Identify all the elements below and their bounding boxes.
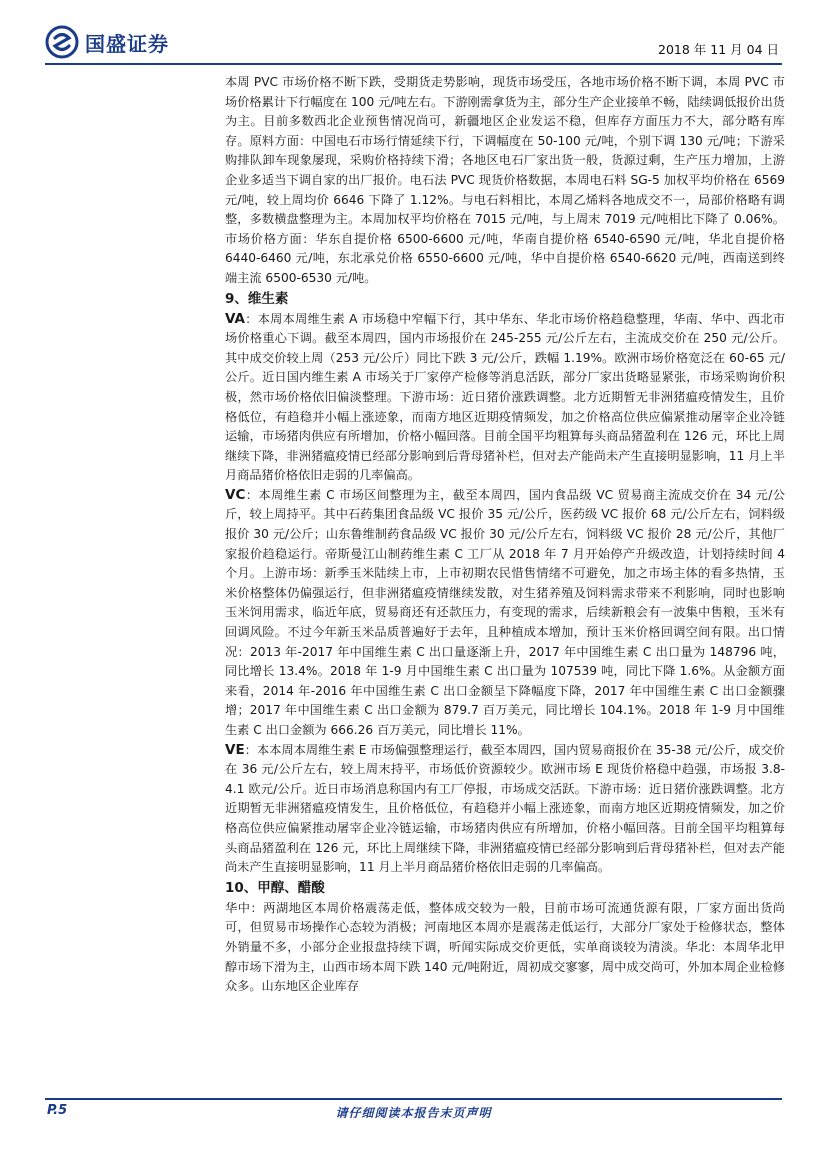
page-number: P.5: [47, 1103, 68, 1118]
section-10-title: 10、甲醇、醋酸: [225, 879, 325, 896]
va-paragraph: [225, 310, 785, 486]
pvc-paragraph: 本周 PVC 市场价格不断下跌，受期货走势影响，现货市场受压，各地市场价格不断下调，本周 PVC 市场价格累计下行幅度在 100 元/吨左右。下游刚需拿货为主，部分生产企业接单不畅，陆续调低报价出货为主。目前多数西北企业预售情况尚可，新疆地区企业发运不稳，但库存方面压力不大，部分略有库存。原料方面：中国电石市场行情延续下行，下调幅度在 50-100 元/吨，个别下调 130 元/吨；下游采购排队卸车现象屡现，采购价格持续下滑；各地区电石厂家出货一般，货源过剩，生产压力增加，上游企业多适当下调自家的出厂报价。电石法 PVC 现货价格数据，本周电石料 SG-5 加权平均价格在 6569 元/吨，较上周均价 6646 下降了 1.12%。与电石料相比，本周乙烯料各地成交不一，局部价格略有调整，多数横盘整理为主。本周加权平均价格在 7015 元/吨，与上周末 7019 元/吨相比下降了 0.06%。市场价格方面：华东自提价格 6500-6600 元/吨，华南自提价格 6540-6590 元/吨，华北自提价格 6440-6460 元/吨，东北承兑价格 6550-6600 元/吨，华中自提价格 6540-6620 元/吨，西南送到终端主流 6500-6530 元/吨。: [225, 75, 785, 285]
header-divider: [45, 63, 782, 65]
company-logo: [45, 25, 169, 59]
methanol-paragraph: 华中：两湖地区本周价格震荡走低，整体成交较为一般，目前市场可流通货源有限，厂家方面出货尚可，但贸易市场操作心态较为消极；河南地区本周亦是震荡走低运行，大部分厂家处于检修状态，整体外销量不多，小部分企业报盘持续下调，听闻实际成交价更低，实单商谈较为清淡。华北：本周华北甲醇市场下滑为主，山西市场本周下跌 140 元/吨附近，周初成交寥寥，周中成交尚可，外加本周企业检修众多。山东地区企业库存: [225, 900, 785, 994]
company-name: 国盛证券: [85, 31, 169, 56]
footer-disclaimer: 请仔细阅读本报告末页声明: [335, 1106, 492, 1120]
report-body: [225, 73, 785, 997]
report-date: 2018 年 11 月 04 日: [658, 42, 779, 57]
ve-text: ：本本周本周维生素 E 市场偏强整理运行，截至本周四，国内贸易商报价在 35-38 元/公斤，成交价在 36 元/公斤左右，较上周末持平，市场低价资源较少。欧洲市场 E 现货价格稳中趋强，市场报 3.8-4.1 欧元/公斤。近日市场消息称国内有工厂停报，市场成交活跃。下游市场：近日猪价涨跌调整。北方近期暂无非洲猪瘟疫情发生，且价格低位，有趋稳并小幅上涨迹象，而南方地区近期疫情频发，加之价格高位供应偏紧推动屠宰企业冷链运输，市场猪肉供应有所增加，价格小幅回落。目前全国平均粗算每头商品猪盈利在 126 元，环比上周继续下降，非洲猪瘟疫情已经部分影响到后背母猪补栏，但对去产能尚未产生直接明显影响，11 月上半月商品猪价格依旧走弱的几率偏高。: [225, 742, 785, 875]
vc-tag: VC: [225, 486, 246, 503]
guosheng-logo-icon: [45, 25, 79, 59]
ve-paragraph: [225, 741, 785, 878]
vc-text: ：本周维生素 C 市场区间整理为主，截至本周四，国内食品级 VC 贸易商主流成交价在 34 元/公斤，较上周持平。其中石药集团食品级 VC 报价 35 元/公斤，医药级 VC 报价 68 元/公斤左右，饲料级报价 30 元/公斤；山东鲁维制药食品级 VC 报价 30 元/公斤左右，饲料级 VC 报价 28 元/公斤，其他厂家报价趋稳运行。帝斯曼江山制药维生素 C 工厂从 2018 年 7 月开始停产升级改造，计划持续时间 4 个月。上游市场：新季玉米陆续上市，上市初期农民惜售情绪不可避免，加之市场主体的看多热情，玉米价格整体仍偏强运行，但非洲猪瘟疫情继续发散，对生猪养殖及饲料需求带来不利影响，同时也影响玉米饲用需求，临近年底，贸易商还有还款压力，有变现的需求，后续新粮会有一波集中售粮，玉米有回调风险。不过今年新玉米品质普遍好于去年，且种植成本增加，预计玉米价格回调空间有限。出口情况：2013 年-2017 年中国维生素 C 出口量逐渐上升，2017 年中国维生素 C 出口量为 148796 吨，同比增长 13.4%。2018 年 1-9 月中国维生素 C 出口量为 107539 吨，同比下降 1.6%。从金额方面来看，2014 年-2016 年中国维生素 C 出口金额呈下降幅度下降，2017 年中国维生素 C 出口金额骤增；2017 年中国维生素 C 出口金额为 879.7 百万美元，同比增长 104.1%。2018 年 1-9 月中国维生素 C 出口金额为 666.26 百万美元，同比增长 11%。: [225, 487, 785, 737]
ve-tag: VE: [225, 741, 245, 758]
vc-paragraph: [225, 486, 785, 741]
section-9-title: 9、维生素: [225, 290, 289, 307]
va-tag: VA: [225, 310, 245, 327]
footer-divider: [45, 1098, 782, 1100]
va-text: ：本周本周维生素 A 市场稳中窄幅下行，其中华东、华北市场价格趋稳整理，华南、华中、西北市场价格重心下调。截至本周四，国内市场报价在 245-255 元/公斤左右，主流成交价在 250 元/公斤。其中成交价较上周（253 元/公斤）同比下跌 3 元/公斤，跌幅 1.19%。欧洲市场价格宽泛在 60-65 元/公斤。近日国内维生素 A 市场关于厂家停产检修等消息活跃，部分厂家出货略显紧张，市场采购询价积极，然市场价格依旧偏淡整理。下游市场：近日猪价涨跌调整。北方近期暂无非洲猪瘟疫情发生，且价格低位，有趋稳并小幅上涨迹象，而南方地区近期疫情频发，加之价格高位供应偏紧推动屠宰企业冷链运输，市场猪肉供应有所增加，价格小幅回落。目前全国平均粗算每头商品猪盈利在 126 元，环比上周继续下降，非洲猪瘟疫情已经部分影响到后背母猪补栏，但对去产能尚未产生直接明显影响，11 月上半月商品猪价格依旧走弱的几率偏高。: [225, 311, 785, 483]
